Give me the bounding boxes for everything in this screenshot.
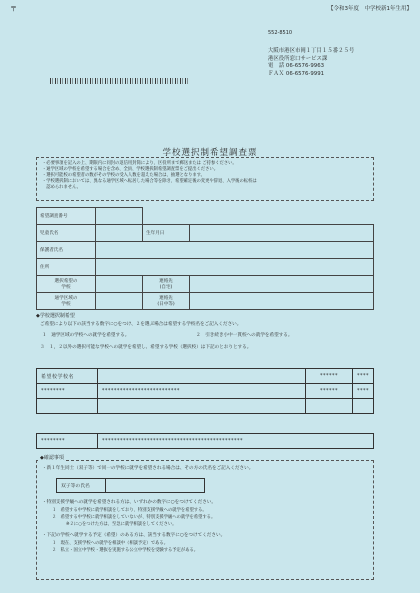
student-field[interactable] (96, 224, 143, 241)
guardian-field[interactable] (96, 241, 374, 258)
note-line: 認められません。 (42, 185, 81, 190)
address-line: 港区役所窓口サービス課 (268, 55, 328, 62)
district-school-label (37, 292, 96, 309)
school-choice-table (36, 368, 374, 414)
masked-cell: ******** (37, 434, 98, 449)
birth-field[interactable] (190, 224, 374, 241)
label-line: 連絡先 (159, 278, 173, 284)
guardian-label: 保護者氏名 (37, 241, 96, 258)
label-line: 連絡先 (159, 295, 173, 301)
address-label: 住所 (37, 258, 96, 275)
masked-cell: **** (353, 369, 374, 384)
day-contact-label (143, 292, 190, 309)
school-table-header: 希望校学校名 (37, 369, 98, 384)
number-field[interactable] (96, 208, 143, 225)
selectable-school-label (37, 275, 96, 292)
select-intro: ご希望により以下の該当する数字に○をつけ、２を選ぶ場合は希望する学校名をご記入ください。 (40, 322, 242, 327)
masked-cell: ****** (306, 384, 353, 399)
school-option-2[interactable]: ２ 私立・国立中学校・選抜を実施する公立中学校を受験する予定がある。 (52, 548, 199, 553)
home-contact-label (143, 275, 190, 292)
address-line: 電 話 06-6576-9963 (268, 63, 325, 70)
select-option-3[interactable]: ３ １，２以外の選択可能な学校への就学を希望し、希望する学校（選択校）は下記のとおりとする。 (40, 345, 252, 350)
district-school-field[interactable] (96, 292, 143, 309)
masked-row-table (36, 433, 374, 449)
note-line: ・通学区域の学校を希望する場合を含め、全員、学校選択制希望調査票をご提出ください。 (42, 167, 218, 172)
label-line: (自宅) (159, 284, 173, 290)
note-line: ・必要事項を記入の上、期限内に同封の返信用封筒により、区役所まで郵送または ご持参ください。 (42, 161, 237, 166)
special-option-1[interactable]: １ 希望する中学校に就学相談をしており、特別支援学級への就学を希望する。 (52, 508, 207, 513)
label-line: 選択希望の (54, 278, 78, 284)
empty-cell (97, 399, 305, 414)
postal-code: 552-8510 (268, 30, 293, 36)
confirm-twin-text: ・新１年生同士（双子等）で同一の学校に就学を希望される場合は、その方の氏名をご記入ください。 (42, 466, 254, 471)
selectable-school-field[interactable] (96, 275, 143, 292)
label-line: 学校 (61, 301, 71, 307)
school-name-cell[interactable] (97, 369, 305, 384)
form-title: 学校選択制希望調査票 (162, 148, 258, 158)
select-option-2[interactable]: ２ 引き続き小中一貫校への就学を希望する。 (196, 333, 293, 338)
select-option-1[interactable]: １ 通学区域の学校への就学を希望する。 (42, 333, 130, 338)
customer-barcode (50, 78, 190, 84)
confirm-heading: ◆確認事項 (40, 455, 64, 461)
special-note: ※２に○をつけた方は、至急に就学相談をしてください。 (66, 522, 177, 527)
empty-cell (306, 399, 353, 414)
label-line: 学校 (61, 284, 71, 290)
twin-table (56, 478, 205, 493)
note-line: ・選択可能校の希望者の数がその学校の受入人数を超えた場合は、抽選となります。 (42, 173, 205, 178)
postal-mark: 〒 (10, 5, 17, 13)
home-contact-field[interactable] (190, 275, 374, 292)
label-line: 通学区域の (54, 295, 78, 301)
grade-tag: 【令和3年度 中学校新1年生用】 (328, 6, 412, 12)
address-line: 大阪市港区市岡１丁目１５番２５号 (268, 48, 355, 54)
address-field[interactable] (96, 258, 374, 275)
masked-cell: ************************** (97, 384, 305, 399)
address-line: ＦＡＸ 06-6576-9991 (268, 70, 325, 77)
empty-cell (353, 399, 374, 414)
student-label: 児童氏名 (37, 224, 96, 241)
school-option-1[interactable]: １ 現在、支援学校への就学を相談中（相談予定）である。 (52, 541, 169, 546)
section-select-heading: ◆学校選択制希望 (36, 313, 75, 319)
masked-cell: ******** (37, 384, 98, 399)
return-address (268, 48, 354, 78)
masked-cell: ****** (306, 369, 353, 384)
special-option-2[interactable]: ２ 希望する中学校に就学相談をしていないが、特別支援学級への就学を希望する。 (52, 515, 216, 520)
instructions-box (36, 157, 374, 201)
twin-name-field[interactable] (106, 479, 205, 493)
applicant-form (36, 207, 374, 310)
number-label: 希望調査番号 (37, 208, 96, 225)
masked-cell: **** (353, 384, 374, 399)
confirm-special-text: ・特別支援学級への就学を希望される方は、いずれかの数字に○をつけてください。 (42, 500, 216, 505)
masked-cell: *********************************************** (98, 434, 374, 449)
empty-cell (37, 399, 98, 414)
label-line: (日中等) (157, 301, 175, 307)
day-contact-field[interactable] (190, 292, 374, 309)
birth-label: 生年月日 (143, 224, 190, 241)
confirm-school-text: ・下記の学校へ就学する予定（希望）のある方は、該当する数字に○をつけてください。 (42, 533, 226, 538)
note-line: ・学校選択制においては、異なる通学区域へ転居した場合等を除き、希望確定後の変更や辞退、入学後の転校は (42, 179, 257, 184)
twin-label: 双子等の氏名 (57, 479, 106, 493)
